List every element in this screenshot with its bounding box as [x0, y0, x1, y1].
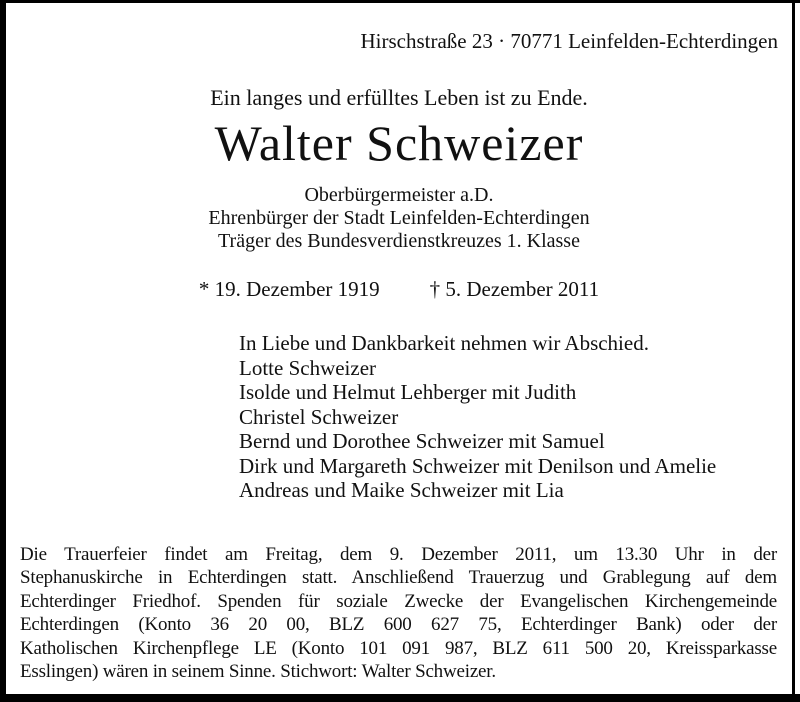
- funeral-line: Stephanuskirche in Echterdingen statt. Anschließend Trauerzug und Grablegung auf dem: [20, 567, 777, 588]
- titles-block: [6, 184, 792, 253]
- mourner-line: Dirk und Margareth Schweizer mit Denilson und Amelie: [239, 453, 717, 478]
- funeral-line: Esslingen) wären in seinem Sinne. Stichwort: Walter Schweizer.: [20, 661, 496, 682]
- funeral-line: Echterdinger Friedhof. Spenden für soziale Zwecke der Evangelischen Kirchengemeinde: [20, 590, 777, 612]
- mourner-line: Lotte Schweizer: [239, 355, 377, 380]
- intro-line: Ein langes und erfülltes Leben ist zu Ende.: [210, 85, 588, 110]
- mourner-line: Christel Schweizer: [239, 404, 399, 429]
- title-line: Ehrenbürger der Stadt Leinfelden-Echterdingen: [208, 207, 590, 229]
- farewell-line: In Liebe und Dankbarkeit nehmen wir Abschied.: [239, 331, 649, 355]
- funeral-line: Echterdingen (Konto 36 20 00, BLZ 600 627 75, Echterdinger Bank) oder der: [20, 614, 777, 635]
- frame-bottom-border: [0, 694, 800, 702]
- title-line: Träger des Bundesverdienstkreuzes 1. Klasse: [218, 230, 580, 252]
- funeral-line: Katholischen Kirchenpflege LE (Konto 101 091 987, BLZ 611 500 20, Kreissparkasse: [20, 637, 777, 659]
- dates-row: [6, 277, 792, 301]
- frame-right-border: [792, 0, 795, 702]
- mourner-line: Bernd und Dorothee Schweizer mit Samuel: [239, 429, 605, 453]
- mourner-line: Isolde und Helmut Lehberger mit Judith: [239, 380, 577, 404]
- death-date: † 5. Dezember 2011: [429, 277, 600, 301]
- title-line: Oberbürgermeister a.D.: [304, 184, 494, 206]
- address-line: Hirschstraße 23 · 70771 Leinfelden-Echterdingen: [360, 29, 778, 53]
- deceased-name: Walter Schweizer: [214, 115, 584, 171]
- notice-content: [6, 3, 792, 694]
- mourners-block: [239, 331, 792, 503]
- birth-date: * 19. Dezember 1919: [198, 277, 380, 301]
- funeral-info-paragraph: [20, 543, 777, 684]
- funeral-line: Die Trauerfeier findet am Freitag, dem 9. Dezember 2011, um 13.30 Uhr in der: [20, 543, 777, 565]
- mourner-line: Andreas und Maike Schweizer mit Lia: [239, 478, 564, 502]
